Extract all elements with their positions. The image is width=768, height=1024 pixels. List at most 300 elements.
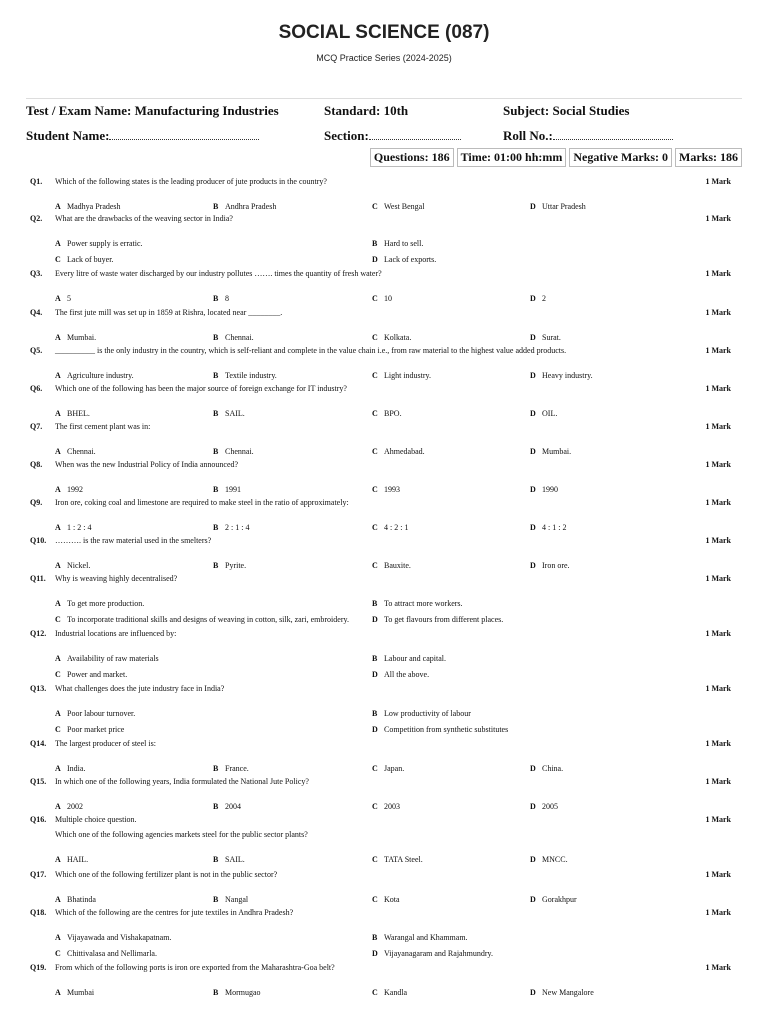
question-text: The largest producer of steel is: [55, 739, 156, 748]
option-d[interactable] [530, 855, 568, 864]
option-b[interactable] [213, 294, 229, 303]
option-letter: D [530, 333, 536, 342]
option-c[interactable] [372, 561, 411, 570]
option-text: Low productivity of labour [384, 709, 471, 718]
option-letter: B [213, 764, 219, 773]
option-b[interactable] [213, 523, 249, 532]
option-c[interactable] [372, 409, 402, 418]
option-letter: A [55, 239, 61, 248]
option-letter: C [372, 371, 378, 380]
option-text: Iron ore. [542, 561, 570, 570]
option-d[interactable] [530, 988, 594, 997]
option-text: OIL. [542, 409, 558, 418]
stat-time: Time: 01:00 hh:mm [457, 148, 567, 167]
option-a[interactable] [55, 523, 91, 532]
option-text: Bhatinda [67, 895, 96, 904]
option-text: TATA Steel. [384, 855, 423, 864]
option-letter: D [530, 855, 536, 864]
option-text: Poor market price [67, 725, 125, 734]
option-letter: D [372, 725, 378, 734]
question-mark: 1 Mark [705, 574, 731, 583]
question-number: Q8. [30, 460, 43, 469]
option-letter: B [213, 409, 219, 418]
option-d[interactable] [530, 485, 558, 494]
option-text: To attract more workers. [384, 599, 463, 608]
option-a[interactable] [55, 654, 159, 663]
option-text: 2005 [542, 802, 558, 811]
option-letter: B [372, 599, 378, 608]
option-text: Pyrite. [225, 561, 247, 570]
option-letter: C [372, 202, 378, 211]
option-letter: D [530, 447, 536, 456]
option-text: Competition from synthetic substitutes [384, 725, 509, 734]
option-b[interactable] [372, 239, 423, 248]
option-text: Ahmedabad. [384, 447, 425, 456]
question-number: Q6. [30, 384, 43, 393]
option-a[interactable] [55, 409, 90, 418]
option-a[interactable] [55, 988, 94, 997]
option-letter: C [372, 523, 378, 532]
question-mark: 1 Mark [705, 777, 731, 786]
question-number: Q2. [30, 214, 43, 223]
option-letter: D [530, 294, 536, 303]
option-text: BPO. [384, 409, 402, 418]
question-mark: 1 Mark [705, 536, 731, 545]
option-d[interactable] [372, 670, 429, 679]
question-mark: 1 Mark [705, 739, 731, 748]
option-letter: A [55, 485, 61, 494]
option-text: Power and market. [67, 670, 128, 679]
question-text: Why is weaving highly decentralised? [55, 574, 178, 583]
option-letter: A [55, 895, 61, 904]
option-text: West Bengal [384, 202, 425, 211]
student-name-label: Student Name: [26, 128, 110, 143]
option-b[interactable] [213, 485, 241, 494]
question-number: Q11. [30, 574, 46, 583]
question-mark: 1 Mark [705, 908, 731, 917]
question-text: Every litre of waste water discharged by our industry pollutes ……. times the quantity of fresh water? [55, 269, 382, 278]
option-text: Madhya Pradesh [67, 202, 121, 211]
option-letter: D [372, 670, 378, 679]
question-mark: 1 Mark [705, 177, 731, 186]
question-number: Q17. [30, 870, 47, 879]
option-a[interactable] [55, 855, 88, 864]
question-text: ………. is the raw material used in the smelters? [55, 536, 212, 545]
option-a[interactable] [55, 561, 90, 570]
option-letter: C [372, 294, 378, 303]
option-text: Mumbai [67, 988, 95, 997]
option-d[interactable] [372, 615, 503, 624]
option-text: Chennai. [225, 447, 254, 456]
option-b[interactable] [213, 895, 248, 904]
option-letter: A [55, 561, 61, 570]
option-letter: B [213, 485, 219, 494]
option-text: Chennai. [225, 333, 254, 342]
option-c[interactable] [372, 333, 411, 342]
header-divider [26, 98, 742, 99]
exam-stats [367, 148, 742, 167]
option-a[interactable] [55, 294, 71, 303]
question-text: Which of the following are the centres for jute textiles in Andhra Pradesh? [55, 908, 294, 917]
stat-marks: Marks: 186 [675, 148, 742, 167]
option-c[interactable] [55, 670, 127, 679]
option-text: India. [67, 764, 86, 773]
option-letter: B [372, 654, 378, 663]
page-subtitle: MCQ Practice Series (2024-2025) [316, 53, 452, 63]
question-number: Q3. [30, 269, 43, 278]
option-text: 1992 [67, 485, 83, 494]
option-b[interactable] [213, 333, 254, 342]
option-text: Bauxite. [384, 561, 411, 570]
option-text: Andhra Pradesh [225, 202, 277, 211]
option-b[interactable] [213, 409, 245, 418]
option-d[interactable] [530, 294, 546, 303]
option-text: To incorporate traditional skills and designs of weaving in cotton, silk, zari, embroidery. [67, 615, 349, 624]
question-number: Q19. [30, 963, 47, 972]
option-text: Nangal [225, 895, 249, 904]
option-letter: A [55, 802, 61, 811]
option-letter: C [372, 895, 378, 904]
option-text: Hard to sell. [384, 239, 424, 248]
option-letter: B [213, 371, 219, 380]
option-text: 1993 [384, 485, 400, 494]
option-a[interactable] [55, 895, 96, 904]
option-letter: A [55, 202, 61, 211]
option-text: Labour and capital. [384, 654, 446, 663]
option-b[interactable] [372, 599, 463, 608]
option-text: Lack of buyer. [67, 255, 114, 264]
option-a[interactable] [55, 764, 85, 773]
option-text: Nickel. [67, 561, 91, 570]
question-text: What are the drawbacks of the weaving sector in India? [55, 214, 233, 223]
option-letter: D [530, 802, 536, 811]
question-mark: 1 Mark [705, 269, 731, 278]
option-letter: A [55, 988, 61, 997]
option-text: Vijayawada and Vishakapatnam. [67, 933, 172, 942]
option-text: France. [225, 764, 249, 773]
option-text: Kandla [384, 988, 408, 997]
option-letter: C [372, 802, 378, 811]
option-letter: D [372, 949, 378, 958]
option-text: All the above. [384, 670, 430, 679]
question-mark: 1 Mark [705, 346, 731, 355]
option-letter: C [55, 255, 61, 264]
option-text: 5 [67, 294, 71, 303]
question-text: Multiple choice question. [55, 815, 137, 824]
option-a[interactable] [55, 447, 96, 456]
option-d[interactable] [530, 523, 566, 532]
question-mark: 1 Mark [705, 870, 731, 879]
option-c[interactable] [372, 485, 400, 494]
section-field [324, 127, 461, 144]
option-c[interactable] [372, 202, 424, 211]
question-number: Q9. [30, 498, 43, 507]
option-text: Mormugao [225, 988, 261, 997]
option-letter: D [372, 615, 378, 624]
option-letter: D [530, 523, 536, 532]
question-mark: 1 Mark [705, 815, 731, 824]
option-b[interactable] [372, 709, 471, 718]
question-number: Q15. [30, 777, 47, 786]
option-letter: B [213, 561, 219, 570]
option-text: Kolkata. [384, 333, 412, 342]
option-c[interactable] [372, 988, 407, 997]
option-letter: D [530, 988, 536, 997]
option-d[interactable] [530, 764, 563, 773]
question-number: Q10. [30, 536, 47, 545]
option-text: Availability of raw materials [67, 654, 159, 663]
option-b[interactable] [213, 855, 245, 864]
option-d[interactable] [530, 371, 593, 380]
option-c[interactable] [372, 764, 404, 773]
student-name-blank [109, 127, 259, 140]
question-number: Q7. [30, 422, 43, 431]
question-number: Q16. [30, 815, 47, 824]
option-c[interactable] [372, 294, 392, 303]
option-d[interactable] [530, 333, 561, 342]
option-text: Vijayanagaram and Rajahmundry. [384, 949, 493, 958]
option-c[interactable] [55, 255, 113, 264]
option-letter: C [55, 615, 61, 624]
option-d[interactable] [372, 725, 508, 734]
option-letter: D [530, 202, 536, 211]
question-text: The first cement plant was in: [55, 422, 151, 431]
question-mark: 1 Mark [705, 422, 731, 431]
option-letter: B [213, 895, 219, 904]
question-mark: 1 Mark [705, 963, 731, 972]
option-text: Chittivalasa and Nellimarla. [67, 949, 157, 958]
option-letter: C [372, 333, 378, 342]
option-text: Japan. [384, 764, 405, 773]
question-number: Q1. [30, 177, 43, 186]
question-mark: 1 Mark [705, 460, 731, 469]
option-text: Lack of exports. [384, 255, 437, 264]
question-mark: 1 Mark [705, 498, 731, 507]
option-c[interactable] [372, 447, 425, 456]
section-blank [369, 127, 461, 140]
option-text: Uttar Pradesh [542, 202, 586, 211]
option-b[interactable] [213, 202, 276, 211]
option-letter: D [530, 409, 536, 418]
option-letter: B [372, 239, 378, 248]
option-a[interactable] [55, 202, 121, 211]
question-text: Which one of the following fertilizer plant is not in the public sector? [55, 870, 278, 879]
option-d[interactable] [530, 202, 586, 211]
page-title: SOCIAL SCIENCE (087) [278, 22, 490, 43]
option-a[interactable] [55, 709, 135, 718]
option-a[interactable] [55, 802, 83, 811]
option-a[interactable] [55, 933, 171, 942]
stat-negative-marks: Negative Marks: 0 [569, 148, 672, 167]
option-text: 4 : 1 : 2 [542, 523, 567, 532]
option-c[interactable] [55, 949, 157, 958]
question-mark: 1 Mark [705, 308, 731, 317]
option-d[interactable] [372, 255, 436, 264]
option-letter: D [530, 895, 536, 904]
option-letter: B [213, 855, 219, 864]
option-letter: A [55, 933, 61, 942]
option-c[interactable] [372, 523, 408, 532]
option-letter: C [372, 988, 378, 997]
option-text: 2003 [384, 802, 400, 811]
option-letter: D [530, 764, 536, 773]
student-name-field [26, 127, 259, 144]
question-text: Which one of the following has been the major source of foreign exchange for IT industry? [55, 384, 347, 393]
question-text: From which of the following ports is iron ore exported from the Maharashtra-Goa belt? [55, 963, 335, 972]
option-text: To get flavours from different places. [384, 615, 504, 624]
question-number: Q13. [30, 684, 47, 693]
option-text: 2 : 1 : 4 [225, 523, 250, 532]
option-letter: C [372, 447, 378, 456]
option-text: To get more production. [67, 599, 145, 608]
question-mark: 1 Mark [705, 684, 731, 693]
question-text: __________ is the only industry in the country, which is self-reliant and complete in the value chain i.e., from raw material to the highest value added products. [55, 346, 567, 355]
option-text: Heavy industry. [542, 371, 593, 380]
option-letter: B [213, 294, 219, 303]
option-letter: A [55, 371, 61, 380]
subject: Subject: Social Studies [503, 103, 630, 118]
question-number: Q18. [30, 908, 47, 917]
question-mark: 1 Mark [705, 384, 731, 393]
option-text: 2002 [67, 802, 83, 811]
question-number: Q5. [30, 346, 43, 355]
option-a[interactable] [55, 239, 143, 248]
option-text: 2 [542, 294, 546, 303]
question-text: Industrial locations are influenced by: [55, 629, 177, 638]
option-letter: A [55, 709, 61, 718]
option-text: Kota [384, 895, 400, 904]
exam-name: Test / Exam Name: Manufacturing Industries [26, 103, 279, 118]
option-text: Poor labour turnover. [67, 709, 136, 718]
option-c[interactable] [55, 615, 349, 624]
option-b[interactable] [213, 802, 241, 811]
option-text: SAIL. [225, 409, 245, 418]
option-b[interactable] [213, 561, 246, 570]
option-letter: A [55, 654, 61, 663]
option-letter: D [530, 485, 536, 494]
option-d[interactable] [530, 802, 558, 811]
option-letter: C [372, 561, 378, 570]
section-label: Section: [324, 128, 369, 143]
option-d[interactable] [530, 447, 571, 456]
option-b[interactable] [372, 654, 446, 663]
option-text: China. [542, 764, 564, 773]
option-text: Agriculture industry. [67, 371, 134, 380]
option-text: 1 : 2 : 4 [67, 523, 92, 532]
option-letter: B [213, 333, 219, 342]
option-letter: B [213, 802, 219, 811]
roll-no-blank [553, 127, 673, 140]
option-text: 10 [384, 294, 392, 303]
question-text: Iron ore, coking coal and limestone are required to make steel in the ratio of approximately: [55, 498, 349, 507]
option-letter: D [372, 255, 378, 264]
option-letter: A [55, 523, 61, 532]
option-letter: A [55, 409, 61, 418]
option-text: 4 : 2 : 1 [384, 523, 409, 532]
option-text: Light industry. [384, 371, 432, 380]
option-a[interactable] [55, 485, 83, 494]
option-d[interactable] [372, 949, 493, 958]
option-text: 1991 [225, 485, 241, 494]
option-letter: A [55, 764, 61, 773]
option-letter: C [55, 670, 61, 679]
question-text-continued: Which one of the following agencies markets steel for the public sector plants? [55, 830, 308, 839]
option-letter: C [55, 949, 61, 958]
option-letter: B [213, 988, 219, 997]
option-letter: C [372, 485, 378, 494]
option-letter: A [55, 599, 61, 608]
question-text: When was the new Industrial Policy of India announced? [55, 460, 239, 469]
question-text: The first jute mill was set up in 1859 at Rishra, located near ________. [55, 308, 283, 317]
option-text: New Mangalore [542, 988, 594, 997]
question-text: What challenges does the jute industry face in India? [55, 684, 225, 693]
option-d[interactable] [530, 409, 557, 418]
option-d[interactable] [530, 561, 570, 570]
option-text: Gorakhpur [542, 895, 577, 904]
option-letter: A [55, 294, 61, 303]
question-number: Q14. [30, 739, 47, 748]
option-c[interactable] [372, 802, 400, 811]
option-letter: D [530, 561, 536, 570]
question-text: Which of the following states is the leading producer of jute products in the country? [55, 177, 327, 186]
question-number: Q12. [30, 629, 47, 638]
option-text: Textile industry. [225, 371, 277, 380]
option-text: BHEL. [67, 409, 90, 418]
option-text: SAIL. [225, 855, 245, 864]
option-letter: B [213, 523, 219, 532]
option-text: 2004 [225, 802, 241, 811]
option-text: Warangal and Khammam. [384, 933, 468, 942]
option-text: Mumbai. [67, 333, 97, 342]
option-text: Surat. [542, 333, 561, 342]
option-text: Chennai. [67, 447, 96, 456]
option-letter: A [55, 447, 61, 456]
option-text: HAIL. [67, 855, 89, 864]
option-letter: A [55, 855, 61, 864]
option-letter: A [55, 333, 61, 342]
option-a[interactable] [55, 599, 144, 608]
option-letter: C [55, 725, 61, 734]
option-letter: C [372, 855, 378, 864]
option-a[interactable] [55, 371, 134, 380]
standard: Standard: 10th [324, 103, 409, 118]
option-letter: B [213, 202, 219, 211]
question-number: Q4. [30, 308, 43, 317]
option-b[interactable] [372, 933, 468, 942]
option-c[interactable] [372, 855, 423, 864]
option-c[interactable] [372, 895, 400, 904]
option-text: 8 [225, 294, 229, 303]
option-letter: B [372, 933, 378, 942]
option-letter: C [372, 409, 378, 418]
option-letter: B [372, 709, 378, 718]
question-mark: 1 Mark [705, 214, 731, 223]
option-b[interactable] [213, 764, 249, 773]
option-c[interactable] [372, 371, 431, 380]
option-c[interactable] [55, 725, 124, 734]
option-text: Mumbai. [542, 447, 572, 456]
option-d[interactable] [530, 895, 577, 904]
option-b[interactable] [213, 988, 261, 997]
option-letter: C [372, 764, 378, 773]
question-mark: 1 Mark [705, 629, 731, 638]
stat-questions: Questions: 186 [370, 148, 454, 167]
option-letter: B [213, 447, 219, 456]
option-b[interactable] [213, 447, 254, 456]
option-a[interactable] [55, 333, 96, 342]
roll-no-field [503, 127, 673, 144]
option-b[interactable] [213, 371, 277, 380]
